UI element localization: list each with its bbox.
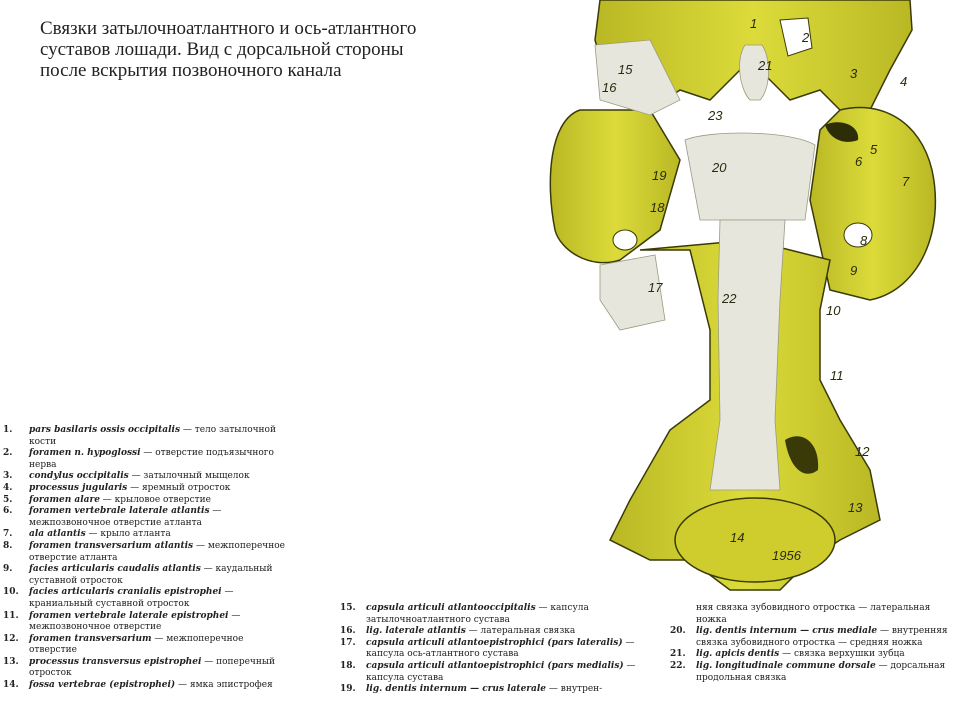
legend-item-term: capsula articuli atlantooccipitalis: [366, 603, 536, 613]
legend-item-term: fossa vertebrae (epistrophei): [29, 680, 176, 691]
legend-item-description: — межпозвоночное отверстие атланта: [29, 506, 222, 528]
legend-item-number: 22.: [670, 660, 686, 671]
legend-item-term: capsula articuli atlantoepistrophici (pars medialis): [366, 660, 624, 671]
legend-item: [3, 483, 293, 495]
legend-item-description: — крыловое отверстие: [99, 494, 211, 505]
legend-item: [3, 680, 293, 692]
legend-item-description: — тело затылочной кости: [29, 425, 276, 447]
legend-item-number: 4.: [3, 482, 13, 493]
figure-label-18: 18: [650, 200, 665, 215]
figure-label-5: 5: [870, 142, 878, 157]
legend-item-description: — капсула сустава: [366, 660, 636, 683]
figure-label-13: 13: [848, 500, 863, 515]
figure-label-12: 12: [855, 444, 870, 459]
figure-label-9: 9: [850, 263, 858, 278]
legend-item-description: — капсула затылочноатлантного сустава: [366, 603, 589, 625]
legend-item-term: ala atlantis: [29, 529, 86, 540]
legend-item: [3, 425, 293, 448]
legend-left-column: [3, 425, 293, 692]
legend-item-term: lig. apicis dentis: [696, 649, 780, 660]
legend-item: [670, 661, 960, 684]
figure-label-14: 14: [730, 530, 745, 545]
legend-item-term: condylus occipitalis: [29, 471, 129, 482]
legend-item-number: 6.: [3, 506, 13, 517]
legend-item-description: — связка верхушки зубца: [779, 649, 905, 660]
legend-item-number: 5.: [3, 494, 13, 505]
legend-item-term: processus jugularis: [29, 482, 128, 493]
figure-label-17: 17: [648, 280, 663, 295]
legend-item-description: — межпоперечное отверстие: [29, 633, 244, 656]
legend-item-number: 20.: [670, 626, 686, 637]
legend-item-description: — поперечный отросток: [29, 656, 276, 679]
legend-item-term: pars basilaris ossis occipitalis: [29, 425, 181, 435]
legend-item: [340, 661, 640, 684]
legend-item: [3, 541, 293, 564]
legend-item-description: — затылочный мыщелок: [128, 471, 250, 482]
figure-label-22: 22: [722, 291, 737, 306]
figure-title: Связки затылочноатлантного и ось-атлантного суставов лошади. Вид с дорсальной стороны после вскрытия позвоночного канала: [40, 18, 417, 81]
legend-item-number: 13.: [3, 656, 19, 667]
legend-item: [3, 587, 293, 610]
legend-item-description: — латеральная связка: [465, 626, 576, 637]
legend-item-number: 11.: [3, 610, 19, 621]
legend-item-number: 14.: [3, 680, 19, 691]
legend-item: [3, 529, 293, 541]
legend-item: [340, 626, 640, 638]
legend-item-term: lig. laterale atlantis: [366, 626, 466, 637]
legend-item-number: 3.: [3, 471, 13, 482]
legend-item-term: lig. dentis internum — crus laterale: [366, 684, 547, 695]
legend-item-term: facies articularis cranialis epistrophei: [29, 587, 222, 598]
figure-label-16: 16: [602, 80, 617, 95]
legend-item-number: 15.: [340, 603, 356, 613]
legend-item-number: 9.: [3, 564, 13, 575]
figure-label-19: 19: [652, 168, 667, 183]
atlas-right-wing: [810, 108, 935, 301]
legend-item-description: — ямка эпистрофея: [175, 680, 273, 691]
legend-item-number: 21.: [670, 649, 686, 660]
legend-item: [340, 638, 640, 661]
legend-item-number: 1.: [3, 425, 13, 435]
figure-label-21: 21: [758, 58, 773, 73]
legend-item-description: — капсула ось-атлантного сустава: [366, 637, 635, 660]
legend-item: [3, 634, 293, 657]
legend-item-number: 8.: [3, 540, 13, 551]
legend-item-number: 10.: [3, 587, 19, 598]
legend-item: [3, 506, 293, 529]
legend-item-description: — крыло атланта: [85, 529, 171, 540]
figure-label-6: 6: [855, 154, 863, 169]
legend-item-description: — краниальный суставной отросток: [29, 587, 234, 609]
legend-item-description: — межпоперечное отверстие атланта: [29, 540, 285, 563]
ligament-longitudinale-dorsale: [710, 220, 785, 490]
legend-item-term: foramen alare: [29, 494, 100, 505]
legend-item-description: — отверстие подъязычного нерва: [29, 448, 274, 470]
legend-item-number: 17.: [340, 637, 356, 648]
legend-item: [340, 684, 640, 696]
legend-item: [3, 657, 293, 680]
legend-item-number: 19.: [340, 684, 356, 695]
legend-item-term: foramen vertebrale laterale epistrophei: [29, 610, 229, 621]
legend-right-column: [670, 603, 960, 684]
legend-item-term: lig. longitudinale commune dorsale: [696, 660, 876, 671]
legend-item: [340, 603, 640, 626]
figure-label-4: 4: [900, 74, 908, 89]
legend-item-number: 18.: [340, 660, 356, 671]
legend-item-term: lig. dentis internum — crus mediale: [696, 626, 878, 637]
legend-item-term: foramen vertebrale laterale atlantis: [29, 506, 210, 517]
legend-item-term: facies articularis caudalis atlantis: [29, 564, 201, 575]
legend-item: [3, 448, 293, 471]
legend-middle-column: [340, 603, 640, 696]
legend-continuation: няя связка зубовидного отростка — латеральная ножка: [696, 603, 931, 625]
figure-label-15: 15: [618, 62, 633, 77]
legend-item-term: processus transversus epistrophei: [29, 656, 202, 667]
figure-label-2: 2: [802, 30, 810, 45]
anatomy-illustration: [540, 0, 960, 600]
figure-label-1: 1: [750, 16, 758, 31]
legend-item-number: 12.: [3, 633, 19, 644]
legend-item: [3, 495, 293, 507]
legend-item-description: — каудальный суставной отросток: [29, 564, 273, 586]
legend-item-term: foramen transversarium: [29, 633, 152, 644]
legend-item-number: 16.: [340, 626, 356, 637]
legend-item-number: 7.: [3, 529, 13, 540]
legend-item-description: — внутрен-: [546, 684, 603, 695]
figure-label-8: 8: [860, 233, 868, 248]
legend-item: [670, 649, 960, 661]
ligament-dentis-internum: [685, 133, 815, 220]
fossa-vertebrae: [675, 498, 835, 582]
figure-label-20: 20: [712, 160, 727, 175]
figure-label-11: 11: [830, 368, 844, 383]
legend-item: [3, 564, 293, 587]
legend-item-term: capsula articuli atlantoepistrophici (pars lateralis): [366, 637, 623, 648]
foramen-transversarium-atlantis: [844, 223, 872, 247]
figure-label-7: 7: [902, 174, 910, 189]
legend-item-number: 2.: [3, 448, 13, 459]
foramen-vertebrale-laterale-atlantis-left: [613, 230, 637, 250]
figure-label-10: 10: [826, 303, 841, 318]
figure-label-3: 3: [850, 66, 858, 81]
figure-label-23: 23: [708, 108, 723, 123]
legend-item-term: foramen transversarium atlantis: [29, 540, 194, 551]
legend-item-description: — яремный отросток: [127, 482, 231, 493]
legend-item-description: — межпозвоночное отверстие: [29, 610, 241, 633]
legend-item: [3, 471, 293, 483]
legend-item-description: — внутренняя связка зубовидного отростка — средняя ножка: [696, 626, 948, 648]
legend-item: [670, 626, 960, 649]
signature: 1956: [772, 548, 801, 563]
legend-item: [3, 611, 293, 634]
legend-item-term: foramen n. hypoglossi: [29, 448, 141, 459]
legend-item-description: — дорсальная продольная связка: [696, 660, 946, 683]
